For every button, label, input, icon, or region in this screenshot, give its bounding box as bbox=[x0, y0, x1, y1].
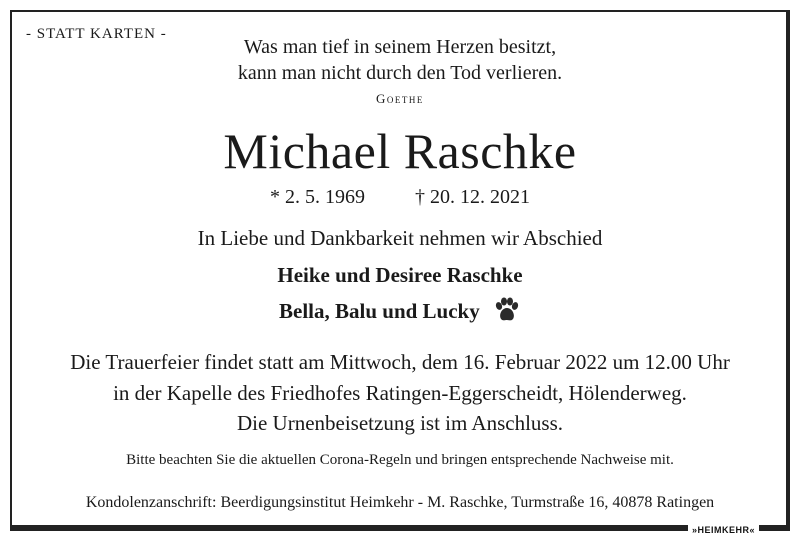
ceremony-line-3: Die Urnenbeisetzung ist im Anschluss. bbox=[236, 411, 564, 435]
birth-date: * 2. 5. 1969 bbox=[270, 186, 365, 208]
family-pets: Bella, Balu und Lucky bbox=[279, 299, 480, 323]
deceased-name: Michael Raschke bbox=[223, 123, 577, 179]
life-dates bbox=[0, 186, 800, 209]
death-date: † 20. 12. 2021 bbox=[415, 186, 530, 208]
quote-line-1: Was man tief in seinem Herzen besitzt, bbox=[243, 36, 557, 58]
family-line-1: Heike und Desiree Raschke bbox=[277, 263, 523, 287]
statt-karten-label: - STATT KARTEN - bbox=[26, 26, 167, 42]
condolence-address: Kondolenzanschrift: Beerdigungsinstitut Heimkehr - M. Raschke, Turmstraße 16, 40878 Ratingen bbox=[85, 494, 715, 511]
quote-line-2: kann man nicht durch den Tod verlieren. bbox=[237, 62, 563, 84]
border-shadow-bottom bbox=[10, 525, 790, 531]
corona-notice: Bitte beachten Sie die aktuellen Corona-Regeln und bringen entsprechende Nachweise mit. bbox=[126, 452, 674, 468]
paw-print-icon bbox=[493, 296, 521, 324]
heimkehr-brand: »HEIMKEHR« bbox=[688, 523, 759, 537]
family-line-2 bbox=[0, 296, 800, 324]
farewell-intro: In Liebe und Dankbarkeit nehmen wir Abschied bbox=[197, 226, 603, 250]
ceremony-line-1: Die Trauerfeier findet statt am Mittwoch, dem 16. Februar 2022 um 12.00 Uhr bbox=[70, 350, 730, 374]
quote-author: Goethe bbox=[376, 91, 424, 106]
ceremony-line-2: in der Kapelle des Friedhofes Ratingen-Eggerscheidt, Hölenderweg. bbox=[113, 381, 687, 405]
